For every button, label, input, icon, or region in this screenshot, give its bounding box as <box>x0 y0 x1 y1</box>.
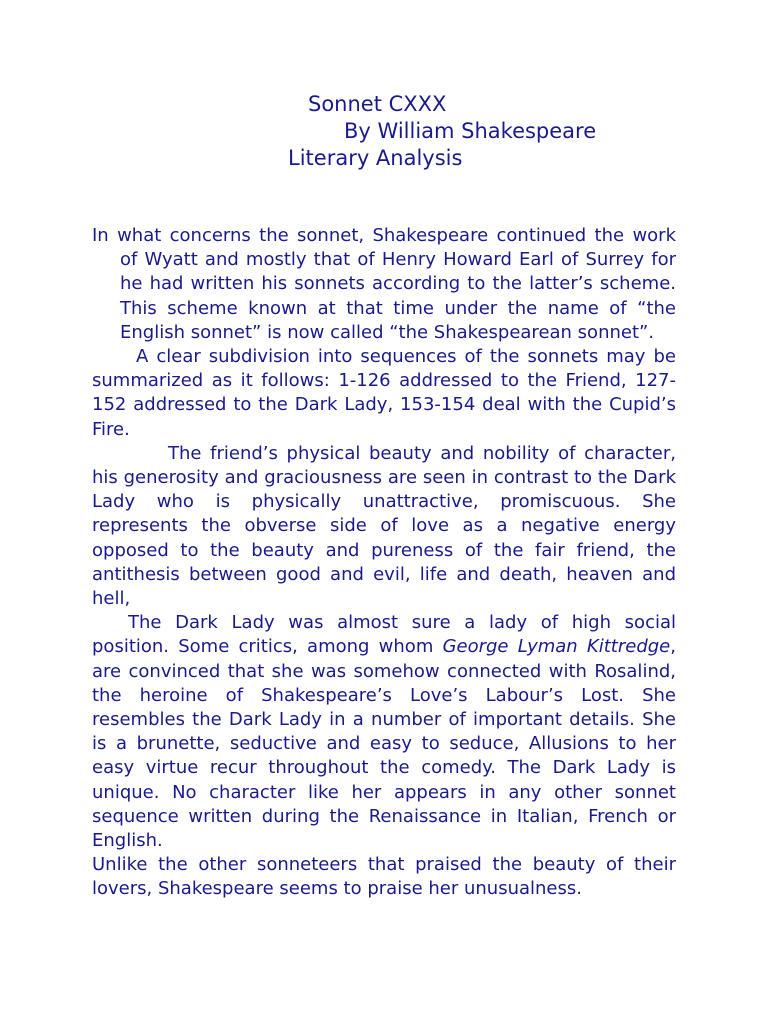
paragraph-3: The friend’s physical beauty and nobility of character, his generosity and graciousness are seen in contrast to the Dark Lady who is physically unattractive, promiscuous. She represents the obverse side of love as a negative energy opposed to the beauty and pureness of the fair friend, the antithesis between good and evil, life and death, heaven and hell, <box>92 442 676 610</box>
document-author: By William Shakespeare <box>344 119 597 143</box>
document-body <box>92 224 676 902</box>
paragraph-4-rest: , are convinced that she was somehow connected with Rosalind, the heroine of Shakespeare’s Love’s Labour’s Lost. She resembles the Dark Lady in a number of important details. She is a brunette, seductive and easy to seduce, Allusions to her easy virtue recur throughout the comedy. The Dark Lady is unique. No character like her appears in any other sonnet sequence written during the Renaissance in Italian, French or English. <box>92 636 676 852</box>
paragraph-1: In what concerns the sonnet, Shakespeare continued the work of Wyatt and mostly that of Henry Howard Earl of Surrey for he had written his sonnets according to the latter’s scheme. This scheme known at that time under the name of “the English sonnet” is now called “the Shakespearean sonnet”. <box>92 225 676 343</box>
paragraph-5: Unlike the other sonneteers that praised the beauty of their lovers, Shakespeare seems to praise her unusualness. <box>92 854 676 900</box>
document-title: Sonnet CXXX <box>308 92 447 116</box>
paragraph-4-intro: The Dark Lady was almost sure a lady of high social position. Some critics, among whom <box>92 612 676 658</box>
paragraph-2: A clear subdivision into sequences of the sonnets may be summarized as it follows: 1-126 addressed to the Friend, 127-152 addressed to the Dark Lady, 153-154 deal with the Cupid’s Fire. <box>92 346 676 440</box>
critic-name: George Lyman Kittredge <box>442 636 671 658</box>
document-subtitle: Literary Analysis <box>288 146 463 170</box>
paragraph-4 <box>92 611 676 853</box>
